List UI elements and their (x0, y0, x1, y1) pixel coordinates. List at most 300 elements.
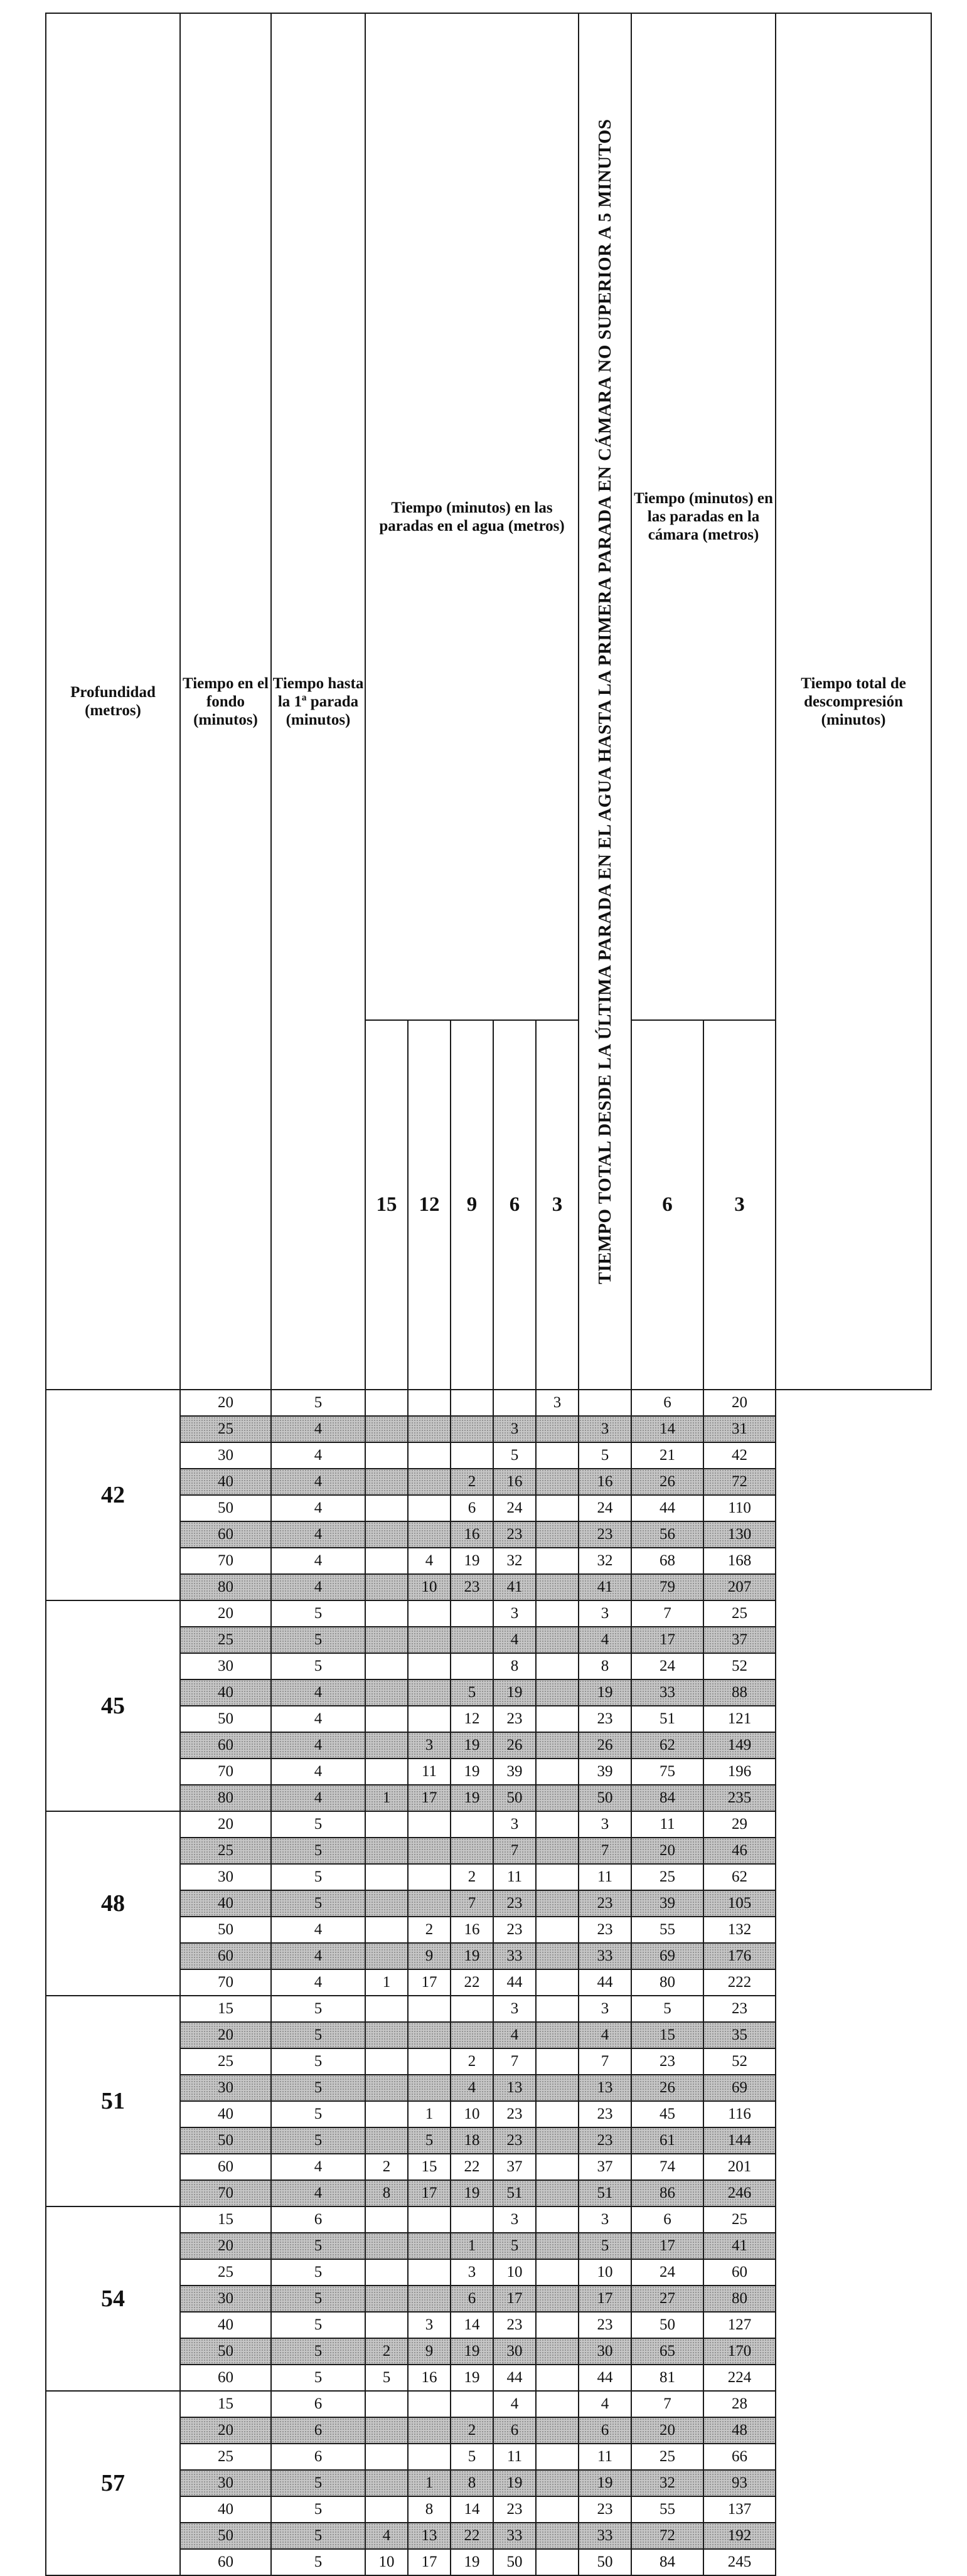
water-3-cell (536, 1442, 579, 1469)
water-15-cell: 4 (365, 2523, 408, 2549)
total-time-cell: 37 (703, 1627, 776, 1653)
depth-cell: 48 (46, 1811, 180, 1996)
total-time-cell: 201 (703, 2154, 776, 2180)
bottom-time-cell: 40 (180, 2312, 271, 2338)
time-to-first-stop-cell: 4 (271, 1495, 365, 1521)
water-3-cell (536, 2470, 579, 2496)
chamber-6-cell: 7 (579, 1838, 631, 1864)
water-12-cell: 1 (408, 2470, 451, 2496)
water-3-cell (536, 2259, 579, 2286)
chamber-3-cell: 55 (631, 1917, 703, 1943)
water-12-cell (408, 1864, 451, 1890)
water-9-cell: 2 (451, 2417, 493, 2444)
time-to-first-stop-cell: 5 (271, 2286, 365, 2312)
water-12-cell (408, 1653, 451, 1679)
bottom-time-cell: 60 (180, 2154, 271, 2180)
bottom-time-cell: 50 (180, 1917, 271, 1943)
water-15-cell: 10 (365, 2549, 408, 2575)
chamber-6-cell: 41 (579, 1574, 631, 1600)
time-to-first-stop-cell: 6 (271, 2417, 365, 2444)
water-3-cell (536, 2365, 579, 2391)
total-time-cell: 192 (703, 2523, 776, 2549)
total-time-cell: 132 (703, 1917, 776, 1943)
chamber-6-cell: 23 (579, 1706, 631, 1732)
water-12-cell: 17 (408, 1785, 451, 1811)
time-to-first-stop-cell: 4 (271, 1416, 365, 1442)
chamber-3-cell: 27 (631, 2286, 703, 2312)
water-15-cell (365, 1653, 408, 1679)
chamber-3-cell: 39 (631, 1890, 703, 1917)
water-15-cell (365, 2022, 408, 2048)
time-to-first-stop-cell: 5 (271, 2549, 365, 2575)
water-15-cell (365, 2496, 408, 2523)
chamber-3-cell: 55 (631, 2496, 703, 2523)
water-3-cell (536, 2312, 579, 2338)
chamber-3-cell: 44 (631, 1495, 703, 1521)
chamber-6-cell: 3 (579, 1416, 631, 1442)
total-time-cell: 35 (703, 2022, 776, 2048)
chamber-6-cell: 16 (579, 1469, 631, 1495)
water-3-cell (536, 1917, 579, 1943)
chamber-3-cell: 7 (631, 1600, 703, 1627)
water-3-cell (536, 2549, 579, 2575)
water-12-cell: 8 (408, 2496, 451, 2523)
total-time-cell: 110 (703, 1495, 776, 1521)
chamber-6-cell: 30 (579, 2338, 631, 2365)
table-row (46, 2206, 931, 2233)
water-12-cell: 4 (408, 1548, 451, 1574)
water-6-cell: 3 (493, 2206, 536, 2233)
water-6-cell: 33 (493, 1943, 536, 1969)
chamber-6-cell: 33 (579, 2523, 631, 2549)
water-12-cell (408, 2286, 451, 2312)
water-3-cell: 3 (536, 1390, 579, 1416)
water-6-cell: 26 (493, 1732, 536, 1759)
bottom-time-cell: 15 (180, 1996, 271, 2022)
water-12-cell (408, 2206, 451, 2233)
total-time-cell: 28 (703, 2391, 776, 2417)
bottom-time-cell: 60 (180, 1732, 271, 1759)
bottom-time-cell: 70 (180, 1969, 271, 1996)
water-15-cell (365, 1495, 408, 1521)
chamber-6-cell: 13 (579, 2075, 631, 2101)
vertical-note: TIEMPO TOTAL DESDE LA ÚLTIMA PARADA EN EL AGUA HASTA LA PRIMERA PARADA EN CÁMARA NO SUPERIOR A 5 MINUTOS (595, 119, 616, 1284)
water-12-cell: 17 (408, 1969, 451, 1996)
water-3-cell (536, 2075, 579, 2101)
chamber-3-cell: 21 (631, 1442, 703, 1469)
chamber-6-cell: 23 (579, 1917, 631, 1943)
bottom-time-cell: 20 (180, 1811, 271, 1838)
water-3-cell (536, 2048, 579, 2075)
water-9-cell (451, 1627, 493, 1653)
water-6-cell: 30 (493, 2338, 536, 2365)
water-15-cell (365, 2259, 408, 2286)
total-time-cell: 62 (703, 1864, 776, 1890)
total-time-cell: 149 (703, 1732, 776, 1759)
water-6-cell: 23 (493, 2312, 536, 2338)
water-6-cell (493, 1390, 536, 1416)
water-9-cell (451, 2391, 493, 2417)
time-to-first-stop-cell: 5 (271, 2233, 365, 2259)
total-time-cell: 121 (703, 1706, 776, 1732)
bottom-time-cell: 25 (180, 1838, 271, 1864)
water-6-cell: 5 (493, 1442, 536, 1469)
chamber-3-cell: 45 (631, 2101, 703, 2127)
total-time-cell: 222 (703, 1969, 776, 1996)
bottom-time-cell: 50 (180, 2523, 271, 2549)
bottom-time-cell: 70 (180, 1548, 271, 1574)
chamber-3-cell: 74 (631, 2154, 703, 2180)
water-15-cell (365, 1732, 408, 1759)
water-15-cell: 2 (365, 2338, 408, 2365)
water-3-cell (536, 1600, 579, 1627)
total-time-cell: 25 (703, 1600, 776, 1627)
time-to-first-stop-cell: 5 (271, 2127, 365, 2154)
water-6-cell: 16 (493, 1469, 536, 1495)
water-9-cell: 1 (451, 2233, 493, 2259)
time-to-first-stop-cell: 4 (271, 1759, 365, 1785)
table-row (46, 1996, 931, 2022)
water-15-cell (365, 1864, 408, 1890)
bottom-time-cell: 15 (180, 2391, 271, 2417)
water-3-cell (536, 1838, 579, 1864)
depth-cell: 57 (46, 2391, 180, 2575)
water-12-cell: 9 (408, 1943, 451, 1969)
chamber-3-cell: 75 (631, 1759, 703, 1785)
water-6-cell: 4 (493, 2391, 536, 2417)
water-9-cell: 19 (451, 1785, 493, 1811)
water-9-cell (451, 1390, 493, 1416)
water-6-cell: 3 (493, 1996, 536, 2022)
total-time-cell: 46 (703, 1838, 776, 1864)
water-3-cell (536, 2022, 579, 2048)
time-to-first-stop-cell: 4 (271, 1943, 365, 1969)
chamber-3-cell: 61 (631, 2127, 703, 2154)
water-3-cell (536, 2496, 579, 2523)
water-12-cell: 9 (408, 2338, 451, 2365)
water-6-cell: 3 (493, 1600, 536, 1627)
bottom-time-cell: 25 (180, 2259, 271, 2286)
chamber-3-cell: 69 (631, 1943, 703, 1969)
water-15-cell: 8 (365, 2180, 408, 2206)
water-15-cell (365, 1759, 408, 1785)
time-to-first-stop-cell: 5 (271, 1996, 365, 2022)
water-15-cell (365, 2127, 408, 2154)
water-15-cell (365, 2233, 408, 2259)
total-time-cell: 93 (703, 2470, 776, 2496)
water-6-cell: 41 (493, 1574, 536, 1600)
chamber-3-cell: 32 (631, 2470, 703, 2496)
total-time-cell: 29 (703, 1811, 776, 1838)
time-to-first-stop-cell: 5 (271, 2022, 365, 2048)
water-3-cell (536, 1943, 579, 1969)
water-6-cell: 3 (493, 1811, 536, 1838)
water-9-cell: 6 (451, 1495, 493, 1521)
water-6-cell: 8 (493, 1653, 536, 1679)
bottom-time-cell: 25 (180, 1627, 271, 1653)
time-to-first-stop-cell: 5 (271, 1390, 365, 1416)
bottom-time-cell: 60 (180, 1943, 271, 1969)
water-6-cell: 50 (493, 2549, 536, 2575)
water-9-cell: 19 (451, 2180, 493, 2206)
chamber-6-cell: 3 (579, 1996, 631, 2022)
time-to-first-stop-cell: 5 (271, 2259, 365, 2286)
water-6-cell: 51 (493, 2180, 536, 2206)
chamber-6-cell: 50 (579, 1785, 631, 1811)
chamber-3-cell: 33 (631, 1679, 703, 1706)
table-row (46, 2391, 931, 2417)
chamber-3-cell: 7 (631, 2391, 703, 2417)
chamber-3-cell: 5 (631, 1996, 703, 2022)
time-to-first-stop-cell: 5 (271, 2365, 365, 2391)
chamber-6-cell: 7 (579, 2048, 631, 2075)
water-12-cell: 10 (408, 1574, 451, 1600)
time-to-first-stop-cell: 5 (271, 1811, 365, 1838)
chamber-6-cell: 26 (579, 1732, 631, 1759)
water-9-cell: 19 (451, 2549, 493, 2575)
time-to-first-stop-cell: 4 (271, 1706, 365, 1732)
water-3-cell (536, 1416, 579, 1442)
bottom-time-cell: 20 (180, 2233, 271, 2259)
water-6-cell: 37 (493, 2154, 536, 2180)
water-12-cell: 17 (408, 2549, 451, 2575)
water-6-cell: 50 (493, 1785, 536, 1811)
water-6-cell: 44 (493, 2365, 536, 2391)
water-6-cell: 11 (493, 1864, 536, 1890)
water-12-cell (408, 1996, 451, 2022)
water-15-cell (365, 1996, 408, 2022)
water-9-cell: 14 (451, 2312, 493, 2338)
water-3-cell (536, 1759, 579, 1785)
water-12-cell (408, 2391, 451, 2417)
chamber-3-cell: 84 (631, 2549, 703, 2575)
chamber-3-cell: 24 (631, 2259, 703, 2286)
bottom-time-cell: 60 (180, 2549, 271, 2575)
water-3-cell (536, 1706, 579, 1732)
chamber-3-cell: 81 (631, 2365, 703, 2391)
water-12-cell (408, 2075, 451, 2101)
bottom-time-cell: 80 (180, 1574, 271, 1600)
water-15-cell (365, 2470, 408, 2496)
water-3-cell (536, 1653, 579, 1679)
time-to-first-stop-cell: 6 (271, 2206, 365, 2233)
time-to-first-stop-cell: 4 (271, 1548, 365, 1574)
chamber-6-cell: 10 (579, 2259, 631, 2286)
total-time-cell: 31 (703, 1416, 776, 1442)
total-time-cell: 116 (703, 2101, 776, 2127)
total-time-cell: 127 (703, 2312, 776, 2338)
water-3-cell (536, 2286, 579, 2312)
total-time-cell: 60 (703, 2259, 776, 2286)
water-12-cell: 11 (408, 1759, 451, 1785)
water-12-cell (408, 2233, 451, 2259)
bottom-time-cell: 15 (180, 2206, 271, 2233)
water-15-cell (365, 2101, 408, 2127)
water-3-cell (536, 2154, 579, 2180)
chamber-3-cell: 51 (631, 1706, 703, 1732)
bottom-time-cell: 40 (180, 2101, 271, 2127)
water-12-cell (408, 1416, 451, 1442)
chamber-3-cell: 26 (631, 2075, 703, 2101)
bottom-time-cell: 40 (180, 2496, 271, 2523)
water-9-cell: 19 (451, 1732, 493, 1759)
water-9-cell (451, 2022, 493, 2048)
chamber-6-cell: 51 (579, 2180, 631, 2206)
water-12-cell (408, 1390, 451, 1416)
header-depth: Profundidad (metros) (46, 13, 180, 1390)
time-to-first-stop-cell: 6 (271, 2391, 365, 2417)
water-3-cell (536, 2523, 579, 2549)
water-12-cell: 16 (408, 2365, 451, 2391)
bottom-time-cell: 30 (180, 1864, 271, 1890)
water-15-cell (365, 2048, 408, 2075)
bottom-time-cell: 20 (180, 1390, 271, 1416)
chamber-6-cell: 23 (579, 1521, 631, 1548)
water-3-cell (536, 1785, 579, 1811)
water-15-cell (365, 1442, 408, 1469)
total-time-cell: 52 (703, 1653, 776, 1679)
chamber-6-cell: 23 (579, 2127, 631, 2154)
water-3-cell (536, 1732, 579, 1759)
water-9-cell: 22 (451, 2154, 493, 2180)
chamber-6-cell: 23 (579, 2312, 631, 2338)
water-9-cell: 12 (451, 1706, 493, 1732)
water-6-cell: 4 (493, 1627, 536, 1653)
water-9-cell: 19 (451, 1548, 493, 1574)
chamber-3-cell: 23 (631, 2048, 703, 2075)
water-12-cell (408, 2417, 451, 2444)
water-9-cell: 19 (451, 2365, 493, 2391)
water-6-cell: 6 (493, 2417, 536, 2444)
chamber-6-cell: 19 (579, 2470, 631, 2496)
water-9-cell: 2 (451, 1469, 493, 1495)
time-to-first-stop-cell: 4 (271, 1521, 365, 1548)
total-time-cell: 80 (703, 2286, 776, 2312)
time-to-first-stop-cell: 5 (271, 2075, 365, 2101)
water-15-cell (365, 2417, 408, 2444)
water-15-cell (365, 1943, 408, 1969)
header-time-to-first-stop: Tiempo hasta la 1ª parada (minutos) (271, 13, 365, 1390)
water-6-cell: 5 (493, 2233, 536, 2259)
water-3-cell (536, 2180, 579, 2206)
water-3-cell (536, 1969, 579, 1996)
total-time-cell: 245 (703, 2549, 776, 2575)
water-15-cell (365, 1548, 408, 1574)
water-9-cell: 19 (451, 2338, 493, 2365)
water-12-cell (408, 2444, 451, 2470)
water-15-cell: 5 (365, 2365, 408, 2391)
water-6-cell: 7 (493, 1838, 536, 1864)
bottom-time-cell: 80 (180, 1785, 271, 1811)
water-6-cell: 3 (493, 1416, 536, 1442)
bottom-time-cell: 30 (180, 1442, 271, 1469)
chamber-3-cell: 79 (631, 1574, 703, 1600)
total-time-cell: 224 (703, 2365, 776, 2391)
chamber-6-cell: 3 (579, 1811, 631, 1838)
water-12-cell (408, 1442, 451, 1469)
water-3-cell (536, 2417, 579, 2444)
water-9-cell: 16 (451, 1521, 493, 1548)
water-3-cell (536, 2127, 579, 2154)
time-to-first-stop-cell: 5 (271, 1627, 365, 1653)
water-12-cell: 5 (408, 2127, 451, 2154)
chamber-6-cell (579, 1390, 631, 1416)
chamber-6-cell: 50 (579, 2549, 631, 2575)
water-12-cell: 2 (408, 1917, 451, 1943)
water-9-cell: 16 (451, 1917, 493, 1943)
water-15-cell (365, 1890, 408, 1917)
table-body (46, 1390, 931, 2575)
total-time-cell: 246 (703, 2180, 776, 2206)
water-3-cell (536, 1495, 579, 1521)
chamber-6-cell: 4 (579, 2391, 631, 2417)
water-9-cell: 10 (451, 2101, 493, 2127)
bottom-time-cell: 50 (180, 1706, 271, 1732)
time-to-first-stop-cell: 4 (271, 1679, 365, 1706)
water-15-cell (365, 2444, 408, 2470)
chamber-3-cell: 17 (631, 1627, 703, 1653)
header-water-stops: Tiempo (minutos) en las paradas en el agua (metros) (365, 13, 579, 1020)
water-3-cell (536, 2101, 579, 2127)
chamber-6-cell: 19 (579, 1679, 631, 1706)
water-6-cell: 10 (493, 2259, 536, 2286)
time-to-first-stop-cell: 5 (271, 2523, 365, 2549)
water-15-cell (365, 1679, 408, 1706)
water-9-cell: 6 (451, 2286, 493, 2312)
water-12-cell: 15 (408, 2154, 451, 2180)
water-6-cell: 7 (493, 2048, 536, 2075)
water-12-cell (408, 1600, 451, 1627)
time-to-first-stop-cell: 4 (271, 1574, 365, 1600)
water-6-cell: 4 (493, 2022, 536, 2048)
water-3-cell (536, 1679, 579, 1706)
water-3-cell (536, 1627, 579, 1653)
water-6-cell: 39 (493, 1759, 536, 1785)
total-time-cell: 170 (703, 2338, 776, 2365)
water-15-cell: 1 (365, 1969, 408, 1996)
water-9-cell: 7 (451, 1890, 493, 1917)
water-15-cell (365, 1811, 408, 1838)
water-6-cell: 23 (493, 2496, 536, 2523)
water-6-cell: 33 (493, 2523, 536, 2549)
chamber-3-cell: 86 (631, 2180, 703, 2206)
water-15-cell (365, 1416, 408, 1442)
vertical-note-cell (579, 13, 631, 1390)
water-12-cell (408, 1706, 451, 1732)
water-15-cell (365, 1838, 408, 1864)
total-time-cell: 88 (703, 1679, 776, 1706)
water-9-cell: 18 (451, 2127, 493, 2154)
total-time-cell: 207 (703, 1574, 776, 1600)
water-12-cell (408, 2022, 451, 2048)
chamber-6-cell: 5 (579, 2233, 631, 2259)
water-stop-depth-12: 12 (408, 1020, 451, 1390)
chamber-3-cell: 20 (631, 2417, 703, 2444)
chamber-3-cell: 24 (631, 1653, 703, 1679)
water-9-cell: 8 (451, 2470, 493, 2496)
water-12-cell: 1 (408, 2101, 451, 2127)
chamber-6-cell: 6 (579, 2417, 631, 2444)
water-6-cell: 11 (493, 2444, 536, 2470)
chamber-3-cell: 56 (631, 1521, 703, 1548)
bottom-time-cell: 40 (180, 1679, 271, 1706)
chamber-3-cell: 20 (631, 1838, 703, 1864)
chamber-3-cell: 72 (631, 2523, 703, 2549)
bottom-time-cell: 20 (180, 2417, 271, 2444)
total-time-cell: 66 (703, 2444, 776, 2470)
time-to-first-stop-cell: 4 (271, 2154, 365, 2180)
water-6-cell: 44 (493, 1969, 536, 1996)
